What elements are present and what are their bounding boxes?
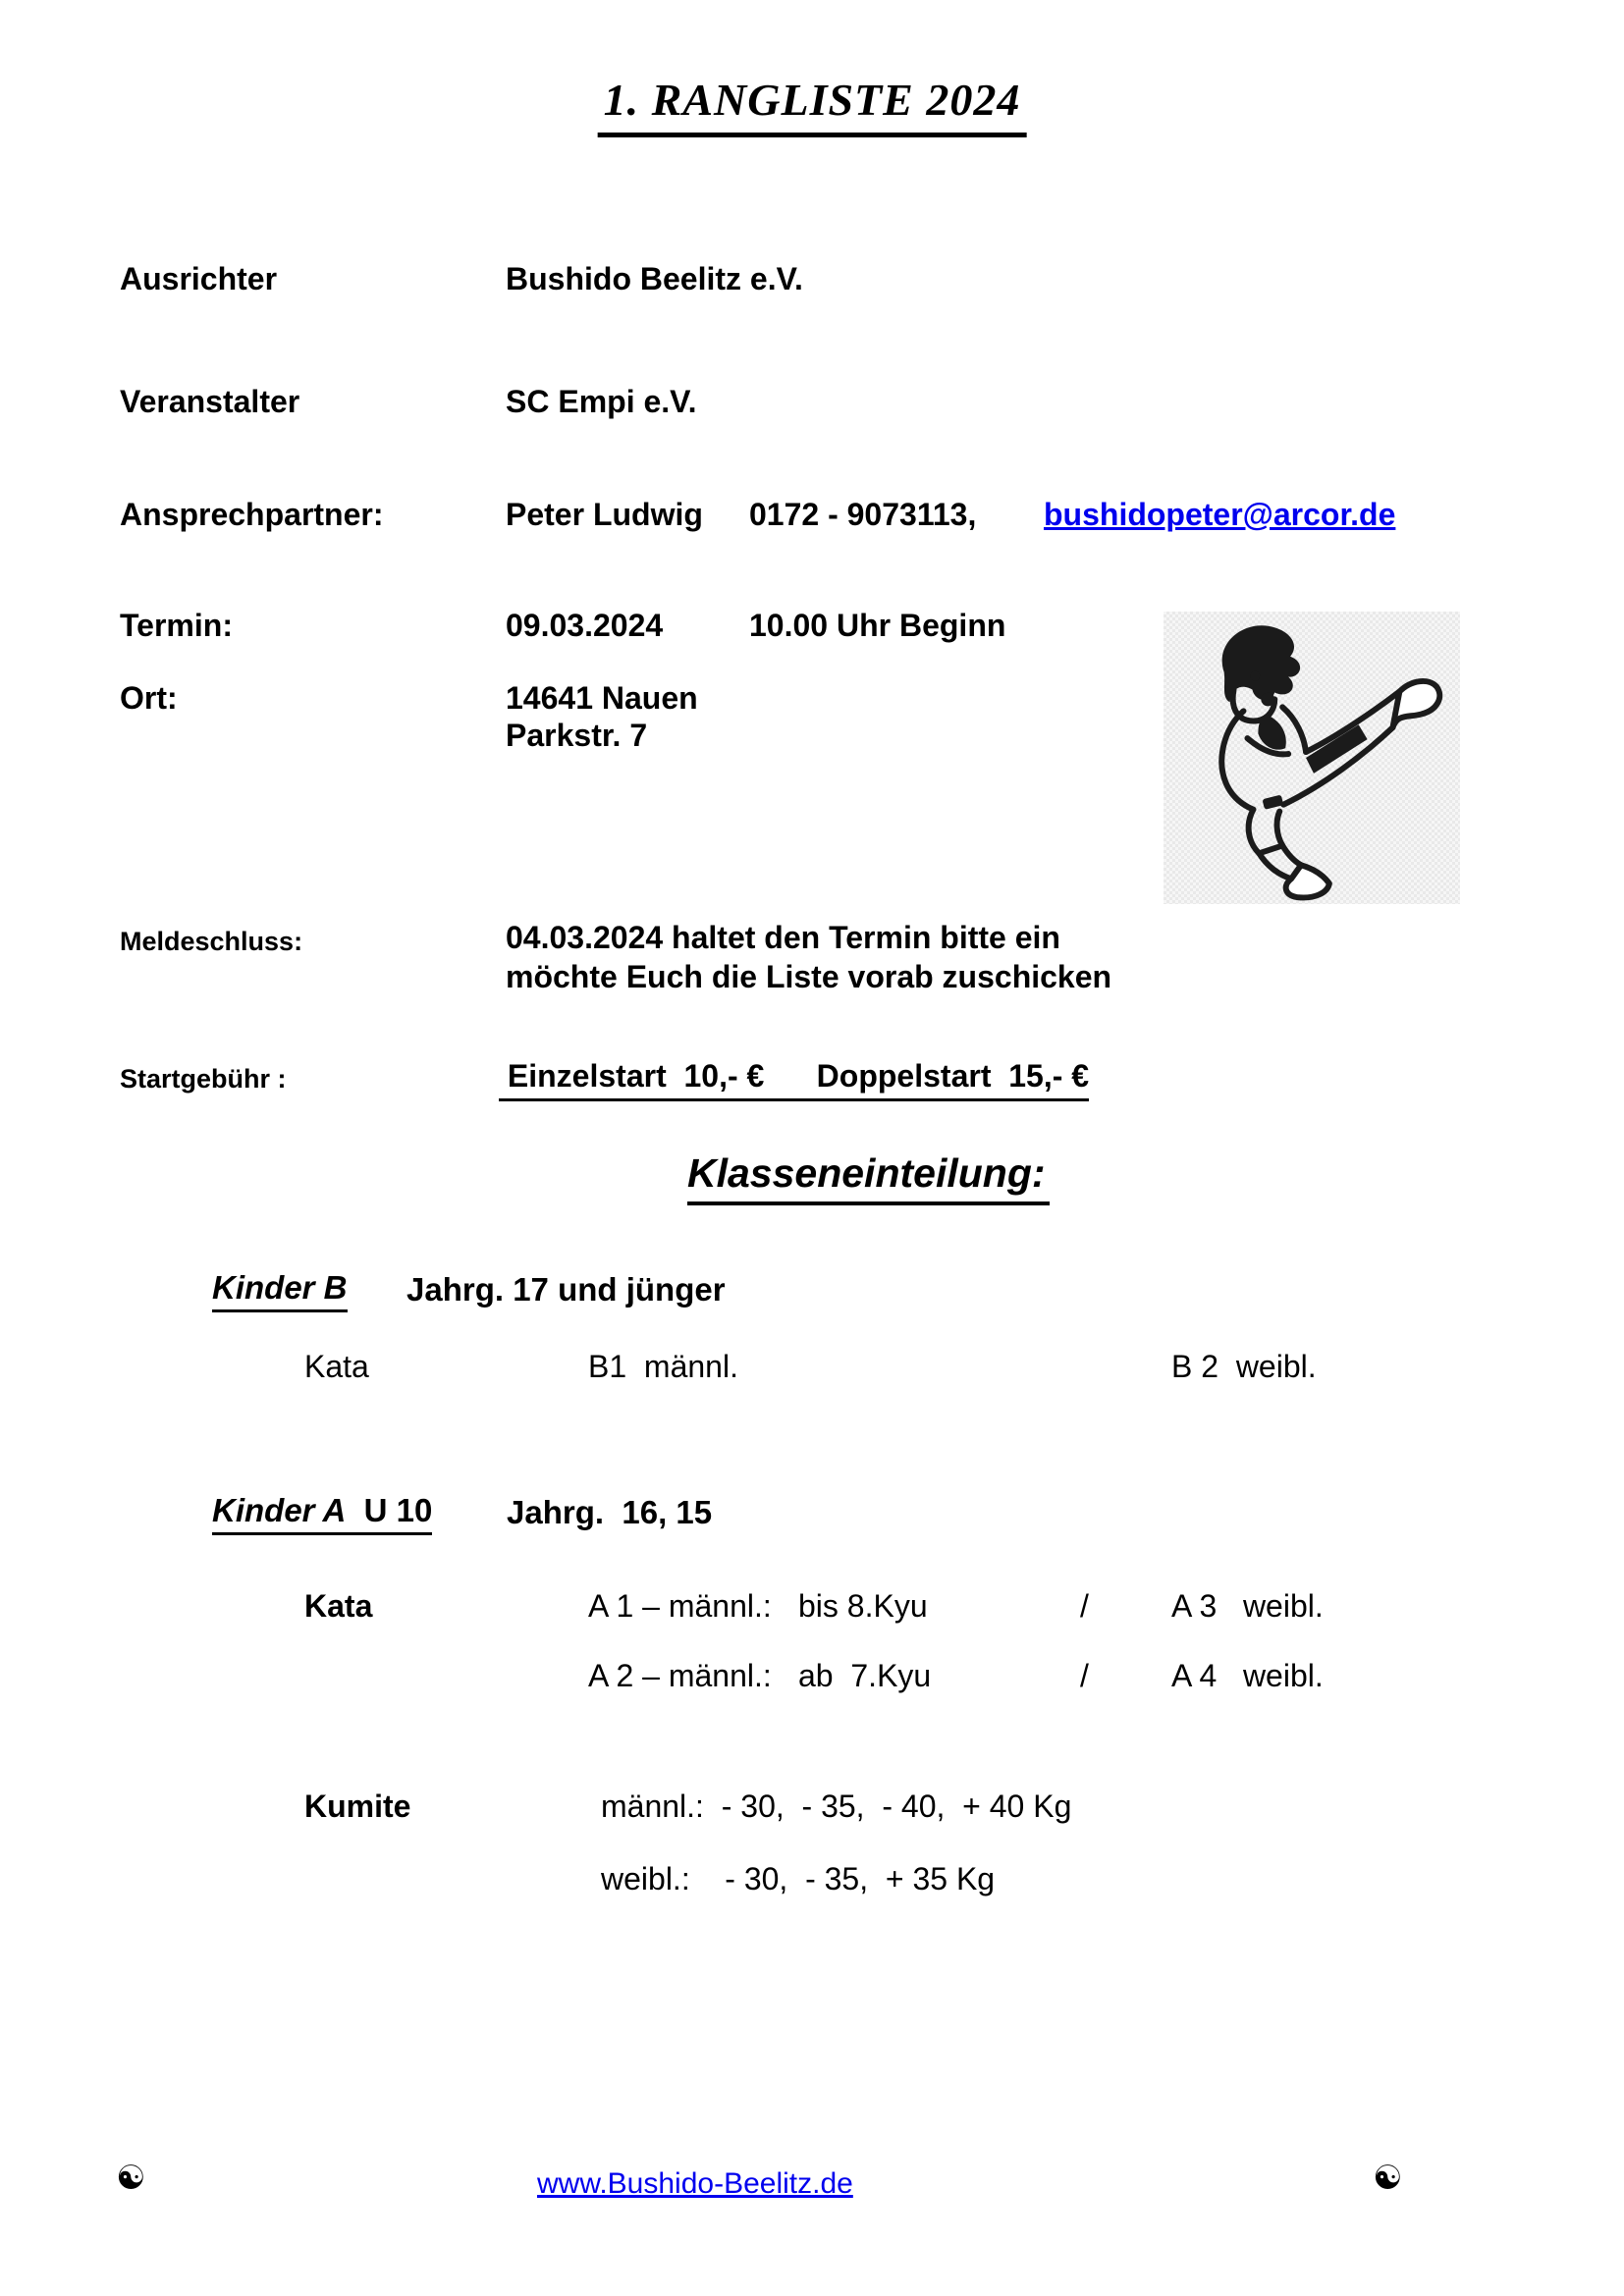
- ort-street: Parkstr. 7: [506, 718, 648, 753]
- page-title: 1. RANGLISTE 2024: [598, 75, 1027, 137]
- kinder-b-kata-label: Kata: [304, 1349, 369, 1384]
- veranstalter-label: Veranstalter: [120, 384, 300, 419]
- meldeschluss-line1: 04.03.2024 haltet den Termin bitte ein: [506, 920, 1060, 955]
- kata-row-a2-female: A 4 weibl.: [1171, 1658, 1324, 1693]
- kata-row-a2-grade: ab 7.Kyu: [798, 1658, 932, 1693]
- kinder-a-subtitle: Jahrg. 16, 15: [507, 1494, 713, 1530]
- klasseneinteilung-heading: Klasseneinteilung:: [687, 1150, 1050, 1205]
- yin-yang-icon: ☯: [116, 2160, 146, 2197]
- kinder-a-kata-label: Kata: [304, 1588, 373, 1624]
- ansprechpartner-label: Ansprechpartner:: [120, 497, 384, 532]
- contact-email-link[interactable]: bushidopeter@arcor.de: [1044, 497, 1396, 532]
- meldeschluss-line2: möchte Euch die Liste vorab zuschicken: [506, 959, 1112, 994]
- karate-kick-image: [1164, 612, 1460, 904]
- termin-date: 09.03.2024: [506, 608, 664, 643]
- startgebuehr-value: Einzelstart 10,- € Doppelstart 15,- €: [499, 1058, 1089, 1101]
- kinder-b-title: Kinder B: [212, 1269, 348, 1312]
- kumite-female-row: weibl.: - 30, - 35, + 35 Kg: [601, 1861, 996, 1896]
- kata-row-a1-slash: /: [1080, 1588, 1089, 1624]
- termin-time: 10.00 Uhr Beginn: [749, 608, 1006, 643]
- ausrichter-value: Bushido Beelitz e.V.: [506, 261, 803, 296]
- startgebuehr-label: Startgebühr :: [120, 1064, 287, 1094]
- kata-row-a2-class: A 2 – männl.:: [588, 1658, 772, 1693]
- veranstalter-value: SC Empi e.V.: [506, 384, 697, 419]
- ort-label: Ort:: [120, 680, 178, 716]
- kata-row-a1-grade: bis 8.Kyu: [798, 1588, 928, 1624]
- kinder-a-title-text: Kinder A: [212, 1492, 347, 1528]
- contact-name: Peter Ludwig: [506, 497, 703, 532]
- kinder-b-col2: B 2 weibl.: [1171, 1349, 1317, 1384]
- karate-kick-drawing: [1164, 612, 1460, 904]
- website-link[interactable]: www.Bushido-Beelitz.de: [537, 2167, 853, 2200]
- kinder-b-col1: B1 männl.: [588, 1349, 738, 1384]
- kata-row-a1-class: A 1 – männl.:: [588, 1588, 772, 1624]
- ausrichter-label: Ausrichter: [120, 261, 278, 296]
- termin-label: Termin:: [120, 608, 233, 643]
- kumite-label: Kumite: [304, 1789, 411, 1824]
- kinder-a-title: [212, 1492, 432, 1535]
- contact-phone: 0172 - 9073113,: [749, 497, 977, 532]
- yin-yang-icon: ☯: [1373, 2160, 1403, 2197]
- kumite-male-row: männl.: - 30, - 35, - 40, + 40 Kg: [601, 1789, 1072, 1824]
- kinder-b-subtitle: Jahrg. 17 und jünger: [406, 1271, 726, 1308]
- meldeschluss-label: Meldeschluss:: [120, 927, 303, 956]
- kinder-a-title-suffix: U 10: [346, 1492, 433, 1528]
- ort-city: 14641 Nauen: [506, 680, 698, 716]
- kata-row-a1-female: A 3 weibl.: [1171, 1588, 1324, 1624]
- kata-row-a2-slash: /: [1080, 1658, 1089, 1693]
